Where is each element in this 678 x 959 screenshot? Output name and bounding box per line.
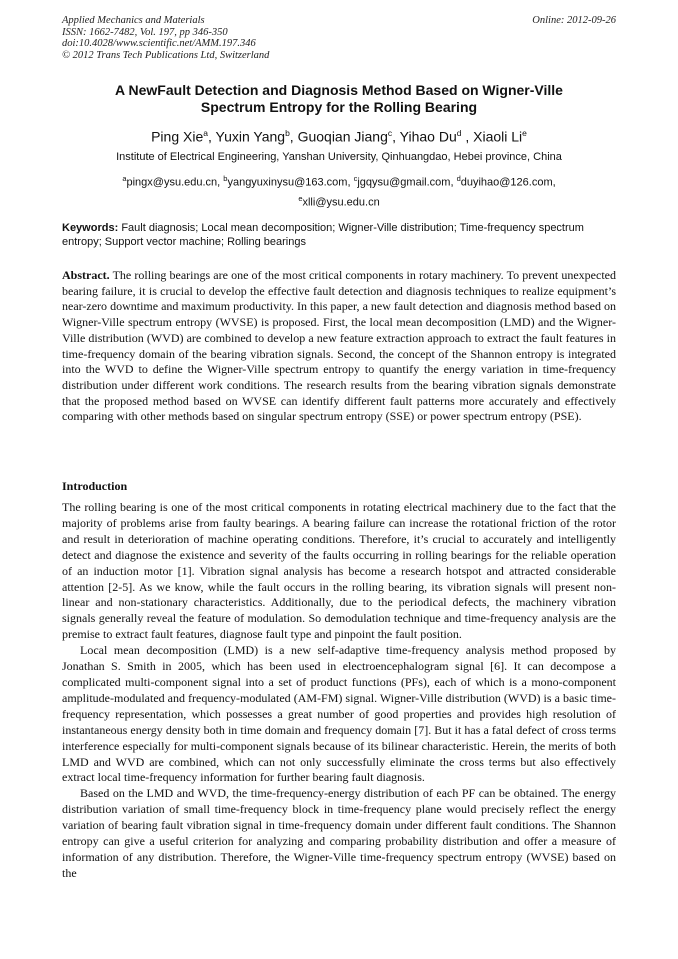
title-line-1: A NewFault Detection and Diagnosis Method Based on Wigner-Ville: [115, 82, 563, 98]
issn-line: ISSN: 1662-7482, Vol. 197, pp 346-350: [62, 26, 228, 38]
abstract: [62, 268, 616, 425]
email-address[interactable]: pingx@ysu.edu.cn: [126, 176, 218, 189]
email-mark: c: [353, 174, 358, 183]
email-mark: a: [122, 174, 127, 183]
doi-line[interactable]: doi:10.4028/www.scientific.net/AMM.197.346: [62, 38, 256, 50]
author-affiliation-mark: d: [456, 128, 462, 138]
keywords: [62, 221, 616, 249]
journal-header: [62, 15, 616, 61]
email-mark: d: [456, 174, 461, 183]
affiliation: Institute of Electrical Engineering, Yanshan University, Qinhuangdao, Hebei province, China: [116, 151, 562, 163]
author-affiliation-mark: a: [203, 128, 208, 138]
author-name: Yuxin Yang: [215, 128, 286, 145]
email-list: $^a$pingx@ysu.edu.cn, $^b$yangyuxinysu@163.com, $^c$jgqysu@gmail.com, $^d$duyihao@126.com, $^e$xlli@ysu.edu.cn: [122, 174, 556, 209]
author-name: Xiaoli Li: [473, 128, 523, 145]
abstract-text: The rolling bearings are one of the most critical components in rotary machinery. To prevent unexpected bearing failure, it is crucial to develop the effective fault detection and diagnosis techniques to realize equipment’s near-zero downtime and maximum productivity. In this paper, a new fault detection and diagnosis method based on Wigner-Ville spectrum entropy (WVSE) is proposed. First, the local mean decomposition (LMD) and the Wigner-Ville distribution (WVD) are combined to develop a new feature extraction approach to extract the fault features in time-frequency domain of the bearing vibration signals. Second, the concept of the Shannon entropy is integrated into the WVD to define the Wigner-Ville spectrum entropy to quantify the energy variation in time-frequency distribution under different work conditions. The research results from the bearing vibration signals demonstrate that the proposed method based on WVSE can identify different fault patterns more accurately and effectively comparing with other methods based on singular spectrum entropy (SSE) or power spectrum entropy (PSE).: [62, 268, 616, 424]
intro-paragraph-1: The rolling bearing is one of the most critical components in rotating electrical machinery due to the fact that the majority of problems arise from faulty bearings. A bearing failure can increase the rotational friction of the rotor and result in deterioration of machine operating conditions. Therefore, it’s crucial to accurately and intelligently detect and diagnose the existence and severity of the faults occurring in rolling bearings for the reliable operation of an induction motor [1]. Vibration signal analysis has become a research hotspot and attracted considerable attention [2-5]. As we know, while the fault occurs in the rolling bearing, its vibration signals will present non-linear and non-stationary characteristics. Additionally, due to the periodical defects, the machinery vibration signals generally reveal the feature of modulation. So demodulation technique and time-frequency analysis are the premise to extract fault features, diagnose fault type and pinpoint the fault position.: [62, 500, 616, 642]
journal-name: Applied Mechanics and Materials: [62, 15, 205, 26]
introduction-body: [62, 500, 616, 882]
online-date: Online: 2012-09-26: [532, 15, 616, 26]
intro-paragraph-3: Based on the LMD and WVD, the time-frequency-energy distribution of each PF can be obtained. The energy distribution variation of small time-frequency block in time-frequency plane would precisely reflect the energy variation of bearing fault vibration signal in time-frequency domain under different fault conditions. The Shannon entropy can give a useful criterion for analyzing and comparing probability distribution and offer a measure of information of any distribution. Therefore, the Wigner-Ville time-frequency spectrum entropy (WVSE) based on the: [62, 786, 616, 880]
email-mark: e: [298, 193, 303, 203]
paper-title: [62, 82, 616, 116]
copyright-line: © 2012 Trans Tech Publications Ltd, Switzerland: [62, 49, 270, 61]
keywords-label: Keywords:: [62, 222, 119, 234]
keywords-text: Fault diagnosis; Local mean decomposition; Wigner-Ville distribution; Time-frequency spectrum entropy; Support vector machine; Rolling bearings: [62, 222, 584, 248]
title-line-2: Spectrum Entropy for the Rolling Bearing: [200, 99, 478, 115]
intro-paragraph-2: Local mean decomposition (LMD) is a new self-adaptive time-frequency analysis method proposed by Jonathan S. Smith in 2005, which has been used in electroencephalogram signal [6]. It can decompose a complicated multi-component signal into a set of product functions (PFs), each of which is a mono-component amplitude-modulated and frequency-modulated (AM-FM) signal. Wigner-Ville distribution (WVD) is a basic time-frequency representation, which possesses a great number of good properties and provides high resolution of instantaneous energy density both in time domain and frequency domain [7]. But it has a fatal defect of cross terms interference especially for multi-component signals because of its bilinear characteristic. Herein, the merits of both LMD and WVD are combined, which can not only successfully eliminate the cross terms but also effectively extract local time-frequency information for further bearing fault diagnosis.: [62, 643, 616, 785]
abstract-label: Abstract.: [62, 268, 110, 282]
author-name: Ping Xie: [151, 128, 204, 145]
email-mark: b: [223, 174, 228, 183]
author-list: Ping Xie$^a$, Yuxin Yang$^b$, Guoqian Jiang$^c$, Yihao Du$^d$ , Xiaoli Li$^e$: [151, 128, 527, 145]
author-name: Guoqian Jiang: [297, 128, 388, 145]
email-address[interactable]: jgqysu@gmail.com: [357, 176, 451, 189]
email-address[interactable]: xlli@ysu.edu.cn: [302, 196, 380, 209]
section-heading-introduction: Introduction: [62, 479, 128, 493]
author-affiliation-mark: b: [285, 128, 290, 138]
email-address[interactable]: yangyuxinysu@163.com: [227, 176, 348, 189]
email-address[interactable]: duyihao@126.com: [460, 176, 553, 189]
author-name: Yihao Du: [399, 128, 457, 145]
author-affiliation-mark: e: [522, 128, 527, 138]
author-affiliation-mark: c: [387, 128, 393, 138]
